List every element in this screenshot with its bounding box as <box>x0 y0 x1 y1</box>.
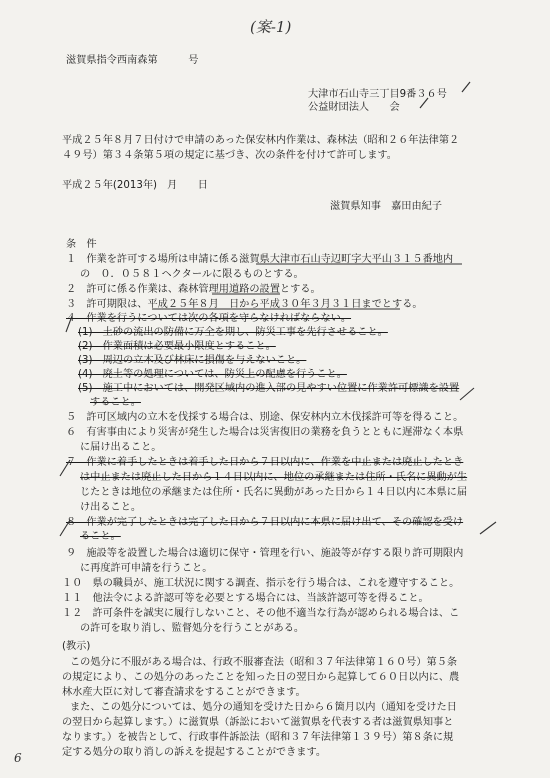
condition-4-5b: すること。 <box>90 397 141 408</box>
condition-1b: の ０．０５８１ヘクタールに限るものとする。 <box>80 269 304 280</box>
page-mark: 6 <box>14 751 22 765</box>
condition-4-1: (1) 土砂の流出の防備に万全を期し、防災工事を先行させること。 <box>78 327 388 338</box>
condition-12b: の許可を取り消し、監督処分を行うことがある。 <box>80 623 305 634</box>
condition-5: ５ 許可区域内の立木を伐採する場合は、別途、保安林内立木伐採許可等を得ること。 <box>66 412 464 423</box>
condition-4-5a: (5) 施工中においては、開発区域内の進入部の見やすい位置に作業許可標識を設置 <box>78 383 460 394</box>
condition-7d: け出ること。 <box>80 502 142 513</box>
date-line: 平成２５年(2013年) 月 日 <box>62 180 208 191</box>
condition-4-3: (3) 周辺の立木及び林床に損傷を与えないこと。 <box>78 355 307 366</box>
condition-7b: は中止または廃止した日から１４日以内に、地位の承継または住所・氏名に異動が生 <box>80 472 468 483</box>
notice-line-3: 林水産大臣に対して審査請求をすることができます。 <box>62 687 306 698</box>
condition-6a: ６ 有害事由により災害が発生した場合は災害復旧の業務を負うとともに遅滞なく本県 <box>66 427 464 438</box>
signer: 滋賀県知事 嘉田由紀子 <box>330 201 443 212</box>
notice-line-4: また、この処分については、処分の通知を受けた日から６箇月以内（通知を受けた日 <box>70 702 457 713</box>
condition-2: ２ 許可に係る作業は、森林管理用道路の設置とする。 <box>66 284 321 295</box>
notice-line-1: この処分に不服がある場合は、行政不服審査法（昭和３７年法律第１６０号）第５条 <box>70 657 458 668</box>
addressee-name: 公益財団法人 会 <box>308 102 400 113</box>
condition-6b: に届け出ること。 <box>80 442 162 453</box>
condition-4-2: (2) 作業面積は必要最小限度とすること。 <box>78 341 276 352</box>
condition-9b: に再度許可申請を行うこと。 <box>80 563 213 574</box>
condition-3: ３ 許可期限は、平成２５年８月 日から平成３０年３月３１日までとする。 <box>66 299 423 310</box>
condition-4-4: (4) 廃土等の処理については、防災上の配慮を行うこと。 <box>78 369 347 380</box>
notice-line-7: 定する処分の取り消しの訴えを提起することができます。 <box>62 747 327 758</box>
intro-line-2: ４９号）第３４条第５項の規定に基づき、次の条件を付けて許可します。 <box>62 150 397 161</box>
condition-4: ４ 作業を行うについては次の各項を守らなければならない。 <box>66 313 352 324</box>
condition-9a: ９ 施設等を設置した場合は適切に保守・管理を行い、施設等が存する限り許可期限内 <box>66 548 464 559</box>
notice-line-6: なります。）を被告として、行政事件訴訟法（昭和３７年法律第１３９号）第８条に規 <box>62 732 454 743</box>
condition-12a: １２ 許可条件を誠実に履行しないこと、その他不適当な行為が認められる場合は、こ <box>62 608 460 619</box>
condition-7a: ７ 作業に着手したときは着手した日から７日以内に、作業を中止または廃止したとき <box>66 457 464 468</box>
notice-line-2: の規定により、この処分のあったことを知った日の翌日から起算して６０日以内に、農 <box>62 672 460 683</box>
handwritten-annotation: (案-1) <box>250 18 292 36</box>
intro-line-1: 平成２５年８月７日付けで申請のあった保安林内作業は、森林法（昭和２６年法律第２ <box>62 135 460 146</box>
condition-10: １０ 県の職員が、施工状況に関する調査、指示を行う場合は、これを遵守すること。 <box>62 578 460 589</box>
addressee-address: 大津市石山寺三丁目9番３６号 <box>308 89 447 100</box>
notice-line-5: の翌日から起算します。）に滋賀県（訴訟において滋賀県を代表する者は滋賀県知事と <box>62 717 454 728</box>
document-number: 滋賀県指令西南森第 号 <box>66 55 199 66</box>
condition-11: １１ 他法令による許認可等を必要とする場合には、当該許認可等を得ること。 <box>62 593 429 604</box>
notice-heading: (教示) <box>62 641 91 652</box>
condition-8a: ８ 作業が完了したときは完了した日から７日以内に本県に届け出て、その確認を受け <box>66 517 464 528</box>
conditions-heading: 条 件 <box>66 239 97 250</box>
condition-1a: １ 作業を許可する場所は申請に係る滋賀県大津市石山寺辺町字大平山３１５番地内 <box>66 254 454 265</box>
condition-8b: ること。 <box>80 531 121 542</box>
condition-7c: じたときは地位の承継または住所・氏名に異動があった日から１４日以内に本県に届 <box>80 487 468 498</box>
